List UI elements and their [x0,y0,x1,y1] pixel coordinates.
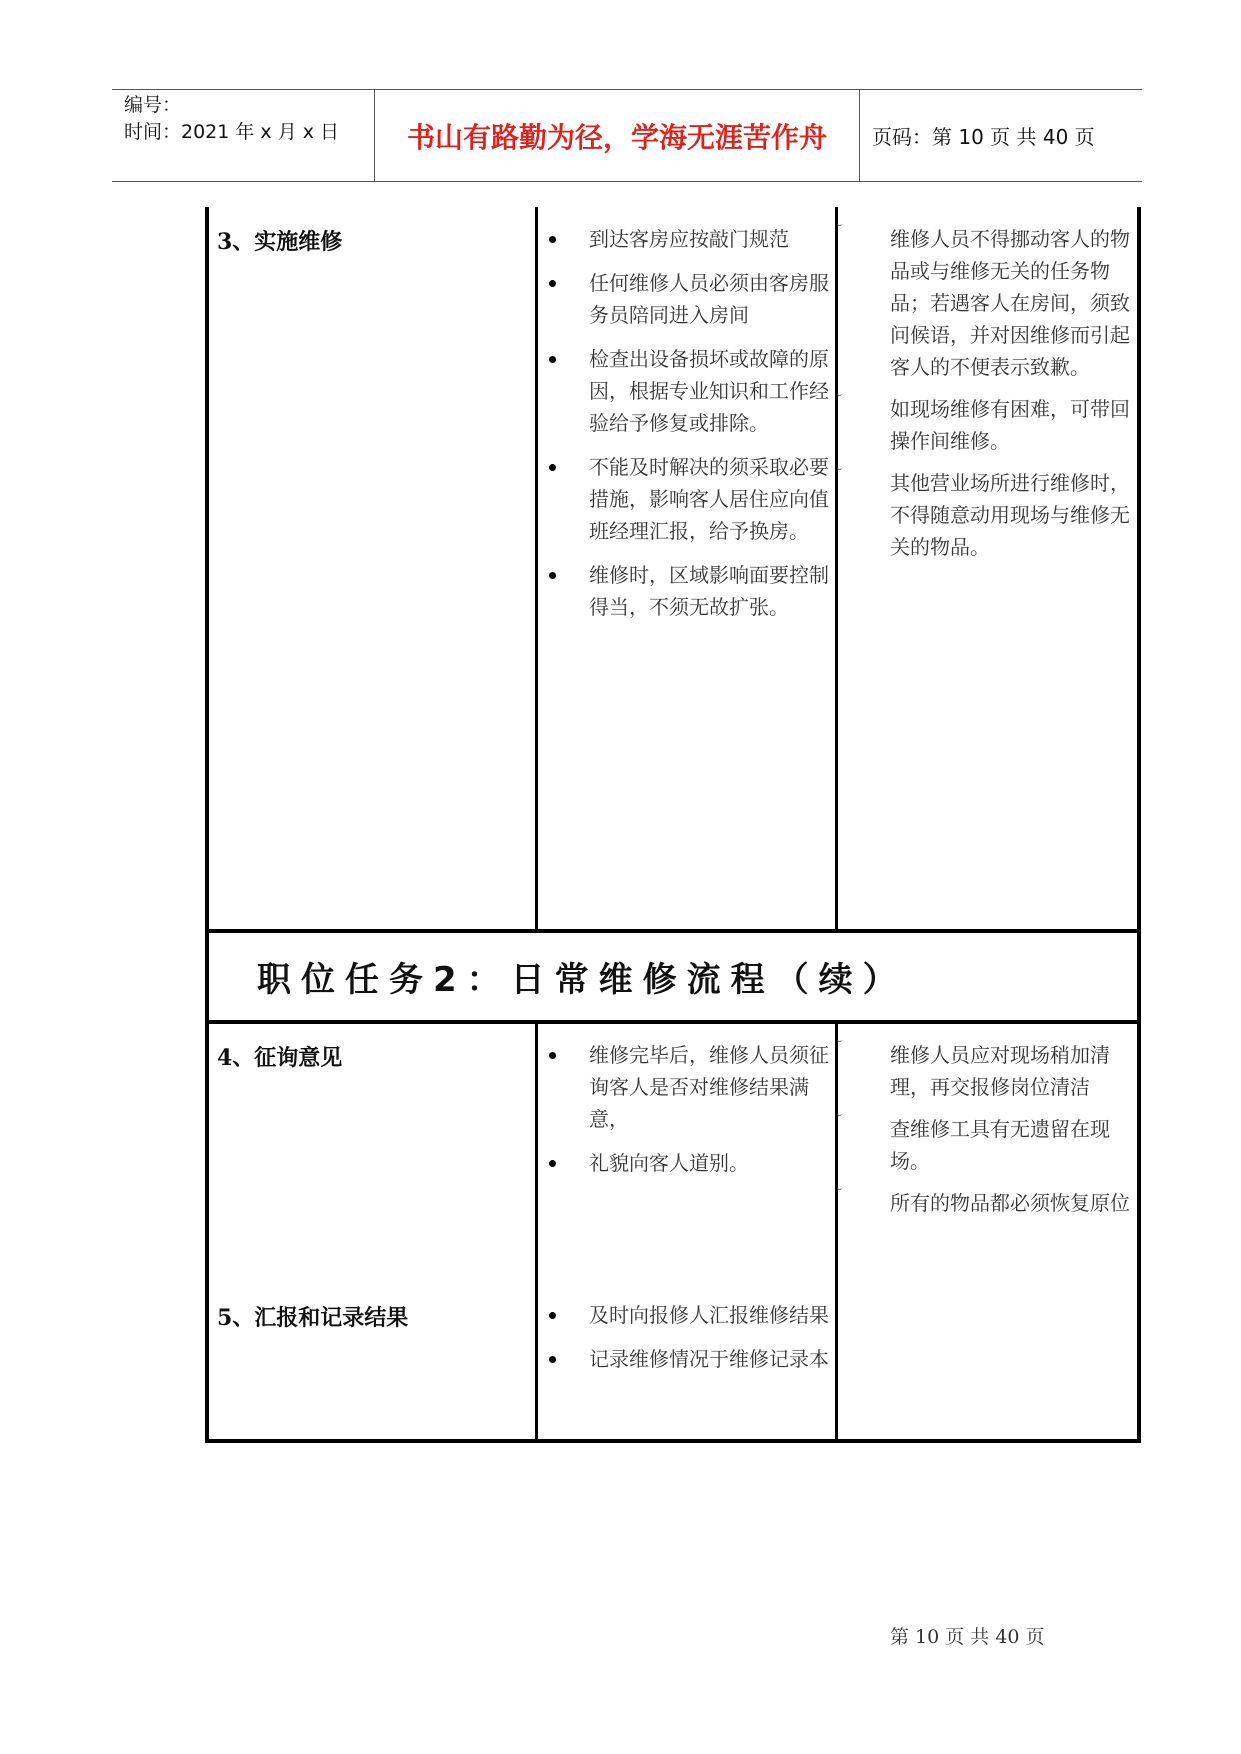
note-item: ˘ 维修人员不得挪动客人的物品或与维修无关的任务物品；若遇客人在房间，须致问候语，并对因维修而引起客人的不便表示致歉。 [838,223,1144,383]
page-footer: 第 10 页 共 40 页 [890,1626,1045,1648]
list-item: 不能及时解决的须采取必要措施，影响客人居住应向值班经理汇报，给予换房。 [535,451,841,547]
table-border-bottom [205,1439,1141,1443]
bullet-icon [549,356,556,363]
tick-icon: ˘ [836,223,843,239]
bullet-icon [549,1160,556,1167]
list-item: 维修完毕后，维修人员须征询客人是否对维修结果满意， [535,1039,841,1135]
header-motto: 书山有路勤为径，学海无涯苦作舟 [375,90,860,181]
list-item: 检查出设备损坏或故障的原因，根据专业知识和工作经验给予修复或排除。 [535,343,841,439]
list-item: 维修时，区域影响面要控制得当，不须无故扩张。 [535,559,841,623]
tick-icon: ˘ [836,393,843,409]
list-item: 任何维修人员必须由客房服务员陪同进入房间 [535,267,841,331]
section4-title: 4、征询意见 [217,1045,343,1071]
note-item: ˘ 如现场维修有困难，可带回操作间维修。 [838,393,1144,457]
doc-number-label: 编号： [124,94,182,116]
list-item: 及时向报修人汇报维修结果 [535,1299,841,1331]
list-item: 到达客房应按敲门规范 [535,223,841,255]
section4-notes [838,1039,1144,1229]
section3-steps [535,223,841,635]
maintenance-process-table [205,207,1141,1443]
header-meta [112,90,375,181]
tick-icon: ˘ [836,1039,843,1055]
bullet-icon [549,464,556,471]
tick-icon: ˘ [836,1187,843,1203]
list-item: 记录维修情况于维修记录本 [535,1343,841,1375]
section3-notes [838,223,1144,573]
bullet-icon [549,1052,556,1059]
header-page-info: 页码：第 10 页 共 40 页 [872,125,1095,149]
note-item: ˘ 查维修工具有无遗留在现场。 [838,1113,1144,1177]
table-border-left [205,207,209,1443]
note-item: ˘ 维修人员应对现场稍加清理，再交报修岗位清洁 [838,1039,1144,1103]
tick-icon: ˘ [836,1113,843,1129]
bullet-icon [549,572,556,579]
section3-title: 3、实施维修 [217,229,343,255]
tick-icon: ˘ [836,467,843,483]
bullet-icon [549,236,556,243]
doc-time: 时间：2021 年 x 月 x 日 [124,121,340,143]
list-item: 礼貌向客人道别。 [535,1147,841,1179]
bullet-icon [549,280,556,287]
section5-steps [535,1299,841,1387]
bullet-icon [549,1356,556,1363]
bullet-icon [549,1312,556,1319]
section4-steps [535,1039,841,1191]
section5-title: 5、汇报和记录结果 [217,1305,409,1331]
note-item: ˘ 其他营业场所进行维修时，不得随意动用现场与维修无关的物品。 [838,467,1144,563]
page-header [112,89,1142,182]
section-banner: 职位任务2：日常维修流程（续） [257,960,907,1000]
note-item: ˘ 所有的物品都必须恢复原位 [838,1187,1144,1219]
